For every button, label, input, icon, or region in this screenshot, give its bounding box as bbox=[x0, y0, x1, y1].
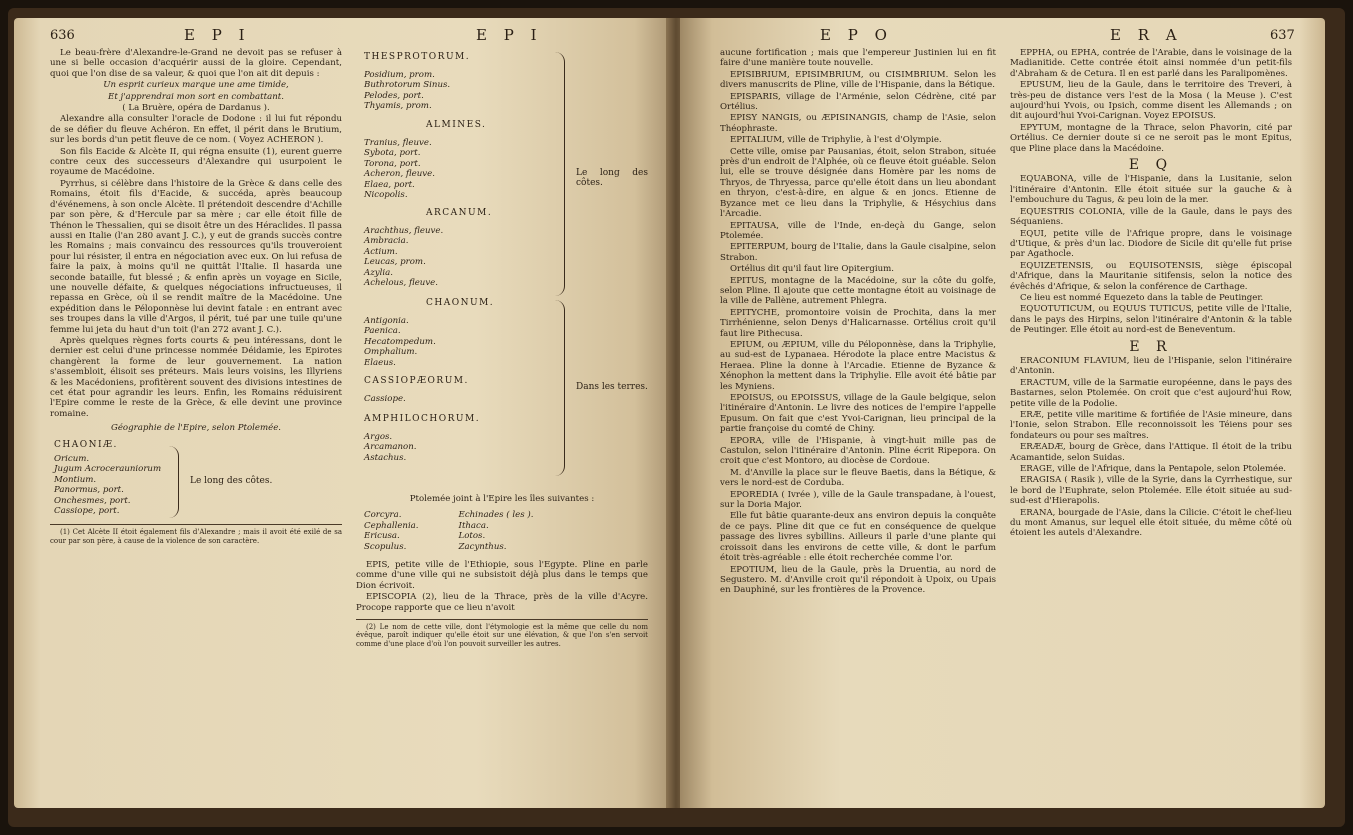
list-item: Scopulus. bbox=[364, 541, 407, 552]
paragraph: ERAGE, ville de l'Afrique, dans la Pentapole, selon Ptolemée. bbox=[1020, 464, 1287, 475]
arcanum-heading: ARCANUM. bbox=[426, 208, 493, 218]
left-page bbox=[14, 18, 674, 808]
list-item: Lotos. bbox=[458, 531, 486, 542]
running-head-right-col2: E R A bbox=[1110, 26, 1183, 44]
thesprotorum-list bbox=[364, 70, 450, 112]
verse-line: Et j'apprendrai mon sort en combattant. bbox=[108, 91, 284, 102]
list-item: Elaea, port. bbox=[364, 179, 415, 190]
paragraph: EPITYCHE, promontoire voisin de Prochita, dans la mer Tirrhénienne, selon Denys d'Halicarnasse. Ortélius croit qu'il faut lire Pithecusa. bbox=[720, 307, 996, 339]
list-item: Paenica. bbox=[364, 326, 401, 337]
geo-heading: Géographie de l'Epire, selon Ptolemée. bbox=[110, 423, 282, 434]
islands-left bbox=[364, 510, 419, 552]
list-item: Cassiope. bbox=[364, 394, 406, 404]
paragraph: Ce lieu est nommé Equezeto dans la table de Peutinger. bbox=[1020, 292, 1264, 303]
chaoniae-list bbox=[50, 454, 342, 516]
list-item: Posidium, prom. bbox=[364, 70, 435, 80]
chaoniae-heading: CHAONIÆ. bbox=[54, 439, 118, 450]
section-heading-er: E R bbox=[1129, 338, 1173, 355]
paragraph: Elle fut bâtie quarante-deux ans environ depuis la conquête de ce pays. Pline dit que ce fut en conséquence de quelque passage des livres sybillins. Ailleurs il parle d'une plante qui croissoit dans les environs de cette ville, & dont le parfum étoit très-agréable : elle étoit recherchée comme l'or. bbox=[720, 511, 996, 564]
list-item: Azylia. bbox=[364, 267, 393, 278]
paragraph: EPIS, petite ville de l'Ethiopie, sous l'Egypte. Pline en parle comme d'une ville qui ne subsistoit déjà plus dans le temps que Dion écrivoit. bbox=[356, 560, 648, 591]
inland-label: Dans les terres. bbox=[576, 382, 648, 392]
list-item: Omphalium. bbox=[364, 347, 418, 358]
list-item: Arachthus, fleuve. bbox=[364, 226, 444, 236]
paragraph: EPISIBRIUM, EPISIMBRIUM, ou CISIMBRIUM. Selon les divers manuscrits de Pline, ville de l'Hispanie, dans la Bétique. bbox=[720, 69, 996, 91]
list-item: Ithaca. bbox=[458, 520, 489, 531]
paragraph: EPOREDIA ( Ivrée ), ville de la Gaule transpadane, à l'ouest, sur la Doria Major. bbox=[720, 489, 996, 511]
chaonum-list bbox=[364, 316, 436, 368]
list-item: Leucas, prom. bbox=[364, 257, 426, 268]
list-item: Torona, port. bbox=[364, 158, 421, 169]
list-item: Tranius, fleuve. bbox=[364, 138, 432, 148]
left-col-2 bbox=[356, 48, 648, 649]
almines-heading: ALMINES. bbox=[426, 120, 487, 130]
almines-list bbox=[364, 138, 435, 200]
list-item: Hecatompedum. bbox=[364, 336, 436, 347]
list-item: Panormus, port. bbox=[54, 485, 124, 496]
coast-label: Le long des côtes. bbox=[576, 168, 648, 189]
footnote-rule bbox=[356, 619, 648, 620]
amphilochorum-list bbox=[364, 432, 417, 463]
paragraph: Pyrrhus, si célèbre dans l'histoire de la Grèce & dans celle des Romains, étoit fils d'Eacide, & succéda, après beaucoup d'événemens, à son oncle Alcète. Il prétendoit descendre d'Achille par son père, & d'Hercule par sa mère ; car elle étoit fille de Thénon le Thessalien, qui se disoit être un des Héraclides. Il passa aussi en Italie (l'an 280 avant J. C.), y eut de grands succès contre les Romains ; mais convaincu des ressources qu'ils trouveroient pour lui résister, il entra en négociation avec eux. On lui refusa de faire la paix, à moins qu'il ne quittât l'Italie. Il hasarda une seconde bataille, fut blessé ; & enfin après un voyage en Sicile, une nouvelle défaite, & quelques négociations infructueuses, il repassa en Grèce, où il se rendit maître de la Macédoine. Une expédition dans le Péloponnèse lui devint fatale : en entrant avec ses troupes dans la ville d'Argos, il périt, tué par une tuile qu'une femme lui jeta du haut d'un toit (l'an 272 avant J. C.). bbox=[50, 178, 342, 335]
footnote: (2) Le nom de cette ville, dont l'étymologie est la même que celle du nom évêque, paroît indiquer qu'elle étoit sur une élévation, & que l'on s'en servoit comme d'une place d'où l'on pouvoit surveiller les autres. bbox=[356, 623, 648, 648]
islands-table bbox=[356, 510, 648, 552]
running-head-left-col1: E P I bbox=[184, 26, 251, 44]
paragraph: EPISY NANGIS, ou ÆPISINANGIS, champ de l'Asie, selon Théophraste. bbox=[720, 113, 996, 134]
amphilochorum-heading: AMPHILOCHORUM. bbox=[364, 414, 481, 424]
paragraph: EPIUM, ou ÆPIUM, ville du Péloponnèse, dans la Triphylie, au sud-est de Lypanaea. Hérodote la place entre Macistus & Heraea. Pline la donne à l'Arcadie. Etienne de Byzance & Xénophon la mettent dans la Triphylie. Elle avoit été bâtie par les Myniens. bbox=[720, 339, 996, 392]
right-page bbox=[680, 18, 1325, 808]
list-item: Zacynthus. bbox=[458, 541, 507, 552]
list-item: Achelous, fleuve. bbox=[364, 278, 438, 289]
brace bbox=[168, 446, 179, 518]
paragraph: EQUOTUTICUM, ou EQUUS TUTICUS, petite ville de l'Italie, dans le pays des Hirpins, selon l'itinéraire d'Antonin & la table de Peutinger. Elle étoit au nord-est de Beneventum. bbox=[1010, 304, 1292, 336]
islands-intro: Ptolemée joint à l'Epire les îles suivantes : bbox=[409, 494, 595, 504]
page-number-right: 637 bbox=[1270, 28, 1295, 43]
paragraph: ERÆADÆ, bourg de Grèce, dans l'Attique. Il étoit de la tribu Acamantide, selon Suidas. bbox=[1010, 442, 1292, 463]
left-col-1 bbox=[50, 48, 342, 546]
verse-source: ( La Bruère, opéra de Dardanus ). bbox=[122, 103, 270, 114]
list-item: Arcamanon. bbox=[364, 442, 417, 453]
list-item: Cassiope, port. bbox=[54, 506, 120, 517]
paragraph: EPOTIUM, lieu de la Gaule, près la Druentia, au nord de Segustero. M. d'Anville croit qu'il répondoit à Upoix, ou Upais en Dauphiné, sur les frontières de la Provence. bbox=[720, 564, 996, 596]
list-item: Ericusa. bbox=[364, 531, 400, 542]
list-item: Onchesmes, port. bbox=[54, 495, 131, 506]
list-item: Actium. bbox=[364, 246, 398, 257]
thesprotorum-heading: THESPROTORUM. bbox=[364, 52, 471, 62]
islands-right bbox=[459, 510, 534, 552]
brace-inland bbox=[554, 300, 565, 476]
list-item: Echinades ( les ). bbox=[458, 510, 534, 521]
coast-label: Le long des côtes. bbox=[190, 476, 273, 487]
paragraph: Cette ville, omise par Pausanias, étoit, selon Strabon, située près d'un endroit de l'Alphée, où ce fleuve étoit guéable. Selon lui, elle se trouve désignée dans Homère par les noms de Thryos, de Thryessa, parce qu'elle étoit dans un lieu abondant en thryon, c'est-à-dire, en algue & en joncs. Etienne de Byzance met ce lieu dans la Triphylie, & Hésychius dans l'Arcadie. bbox=[720, 146, 996, 220]
paragraph: ERACONIUM FLAVIUM, lieu de l'Hispanie, selon l'itinéraire d'Antonin. bbox=[1010, 355, 1292, 377]
list-item: Antigonia. bbox=[364, 316, 409, 326]
paragraph: aucune fortification ; mais que l'empereur Justinien lui en fit faire d'une manière toute nouvelle. bbox=[720, 48, 996, 69]
list-item: Astachus. bbox=[364, 452, 407, 463]
list-item: Elaeus. bbox=[364, 357, 396, 368]
paragraph: EPORA, ville de l'Hispanie, à vingt-huit mille pas de Castulon, selon l'itinéraire d'Antonin. Pline écrit Ripepora. On croit que c'est Montoro, au diocèse de Cordoue. bbox=[720, 435, 996, 467]
paragraph: EQUESTRIS COLONIA, ville de la Gaule, dans le pays des Séquaniens. bbox=[1010, 206, 1292, 228]
list-item: Buthrotorum Sinus. bbox=[364, 80, 451, 91]
list-item: Corcyra. bbox=[364, 510, 402, 521]
chaonum-heading: CHAONUM. bbox=[426, 298, 495, 308]
list-item: Jugum Acrocerauniorum bbox=[54, 464, 162, 475]
paragraph: Après quelques règnes forts courts & peu intéressans, dont le dernier est celui d'une princesse nommée Déidamie, les Epirotes changèrent la forme de leur gouvernement. La nation s'assembloit, élisoit ses préteurs. Mais leurs voisins, les Illyriens & les Macédoniens, profitèrent souvent des divisions intestines de cet état pour agrandir les leurs. Enfin, les Romains réduisirent l'Epire comme le reste de la Grèce, & elle devint une province romaine. bbox=[50, 335, 342, 419]
right-col-1 bbox=[720, 48, 996, 597]
arcanum-list bbox=[364, 226, 443, 288]
paragraph: EPITALIUM, ville de Triphylie, à l'est d'Olympie. bbox=[730, 135, 942, 146]
paragraph: Ortélius dit qu'il faut lire Opitergium. bbox=[730, 264, 894, 275]
list-item: Thyamis, prom. bbox=[364, 101, 432, 112]
paragraph: ERACTUM, ville de la Sarmatie européenne, dans le pays des Bastarnes, selon Ptolemée. On croit que c'est aujourd'hui Row, petite ville de la Podolie. bbox=[1010, 377, 1292, 409]
running-head-right-col1: E P O bbox=[820, 26, 893, 44]
paragraph: Le beau-frère d'Alexandre-le-Grand ne devoit pas se refuser à une si belle occasion d'acquérir aussi de la gloire. Cependant, quoi que l'on dise de sa valeur, & quoi que l'on ait dit depuis : bbox=[50, 48, 342, 79]
list-item: Nicopolis. bbox=[364, 190, 408, 201]
paragraph: EPISPARIS, village de l'Arménie, selon Cédrène, cité par Ortélius. bbox=[720, 91, 996, 113]
paragraph: EPISCOPIA (2), lieu de la Thrace, près de la ville d'Acyre. Procope rapporte que ce lieu n'avoit bbox=[356, 592, 648, 613]
paragraph: ERÆ, petite ville maritime & fortifiée de l'Asie mineure, dans l'Ionie, selon Strabon. Elle reconnoissoit les Téiens pour ses fondateurs ou pour ses maîtres. bbox=[1010, 410, 1292, 441]
paragraph: EPITAUSA, ville de l'Inde, en-deçà du Gange, selon Ptolemée. bbox=[720, 220, 996, 241]
list-item: Pelodes, port. bbox=[364, 90, 424, 101]
cassiopaeorum-heading: CASSIOPÆORUM. bbox=[364, 376, 469, 386]
brace-coast bbox=[554, 52, 565, 296]
list-item: Montium. bbox=[54, 474, 97, 485]
footnote-rule bbox=[50, 524, 342, 525]
list-item: Sybota, port. bbox=[364, 148, 421, 159]
right-col-2 bbox=[1010, 48, 1292, 540]
footnote: (1) Cet Alcète II étoit également fils d'Alexandre ; mais il avoit été exilé de sa cour par son père, à cause de la violence de son caractère. bbox=[50, 528, 342, 545]
list-item: Acheron, fleuve. bbox=[364, 169, 435, 180]
paragraph: EQUI, petite ville de l'Afrique propre, dans le voisinage d'Utique, & près d'un lac. Diodore de Sicile dit qu'elle fut prise par Agathocle. bbox=[1010, 228, 1292, 260]
paragraph: EPUSUM, lieu de la Gaule, dans le territoire des Treveri, à très-peu de distance vers l'est de la Mosa ( la Meuse ). C'est aujourd'hui Yvois, ou Ipsich, comme disent les Allemands ; on dit aujourd'hui Yvoi-Carignan. Voyez EPOISUS. bbox=[1010, 80, 1292, 122]
paragraph: EPITERPUM, bourg de l'Italie, dans la Gaule cisalpine, selon Strabon. bbox=[720, 242, 996, 263]
paragraph: Alexandre alla consulter l'oracle de Dodone : il lui fut répondu de se défier du fleuve Achéron. En effet, il périt dans le Brutium, sur les bords d'un petit fleuve de ce nom. ( Voyez ACHERON ). bbox=[50, 114, 342, 146]
section-heading-eq: E Q bbox=[1128, 157, 1174, 174]
paragraph: EPPHA, ou EPHA, contrée de l'Arabie, dans le voisinage de la Madianitide. Cette contrée étoit ainsi nommée d'un petit-fils d'Abraham & de Cetura. Il en est parlé dans les Paralipomènes. bbox=[1010, 48, 1292, 79]
paragraph: EPITUS, montagne de la Macédoine, sur la côte du golfe, selon Pline. Il ajoute que cette montagne étoit au voisinage de la ville de Pallène, autrement Phlegra. bbox=[720, 275, 996, 307]
paragraph: Son fils Eacide & Alcète II, qui régna ensuite (1), eurent guerre contre ceux des successeurs d'Alexandre qui usurpoient le royaume de Macédoine. bbox=[50, 146, 342, 178]
paragraph: M. d'Anville la place sur le fleuve Baetis, dans la Bétique, & vers le nord-est de Corduba. bbox=[720, 467, 996, 489]
cassiopaeorum-list bbox=[364, 394, 406, 404]
paragraph: ERAGISA ( Rasik ), ville de la Syrie, dans la Cyrrhestique, sur le bord de l'Euphrate, selon Ptolemée. Elle étoit située au sud-sud-est d'Hierapolis. bbox=[1010, 475, 1292, 507]
paragraph: EPOISUS, ou EPOISSUS, village de la Gaule belgique, selon l'itinéraire d'Antonin. Le livre des notices de l'empire l'appelle Epusum. On fait que c'est Yvoi-Carignan, lieu principal de la partie françoise du comté de Chiny. bbox=[720, 393, 996, 435]
list-item: Argos. bbox=[364, 432, 393, 442]
paragraph: EQUABONA, ville de l'Hispanie, dans la Lusitanie, selon l'itinéraire d'Antonin. Elle étoit située sur la gauche & à l'embouchure du Tagus, & peu loin de la mer. bbox=[1010, 174, 1292, 206]
running-head-left-col2: E P I bbox=[476, 26, 543, 44]
verse-line: Un esprit curieux marque une ame timide, bbox=[103, 80, 289, 91]
page-number-left: 636 bbox=[50, 28, 75, 43]
list-item: Ambracia. bbox=[364, 236, 409, 247]
list-item: Oricum. bbox=[54, 454, 90, 465]
ptolemy-table bbox=[356, 48, 648, 488]
paragraph: EPYTUM, montagne de la Thrace, selon Phavorin, cité par Ortélius. Ce dernier doute si ce ne seroit pas le mont Epitus, que Pline place dans la Macédoine. bbox=[1010, 122, 1292, 154]
paragraph: EQUIZETENSIS, ou EQUISOTENSIS, siège épiscopal d'Afrique, dans la Mauritanie sitifensis, selon la notice des évêchés d'Afrique, & selon la conférence de Carthage. bbox=[1010, 260, 1292, 292]
list-item: Cephallenia. bbox=[364, 520, 419, 531]
paragraph: ERANA, bourgade de l'Asie, dans la Cilicie. C'étoit le chef-lieu du mont Amanus, sur lequel elle étoit située, du même côté où étoient les autels d'Alexandre. bbox=[1010, 507, 1292, 539]
